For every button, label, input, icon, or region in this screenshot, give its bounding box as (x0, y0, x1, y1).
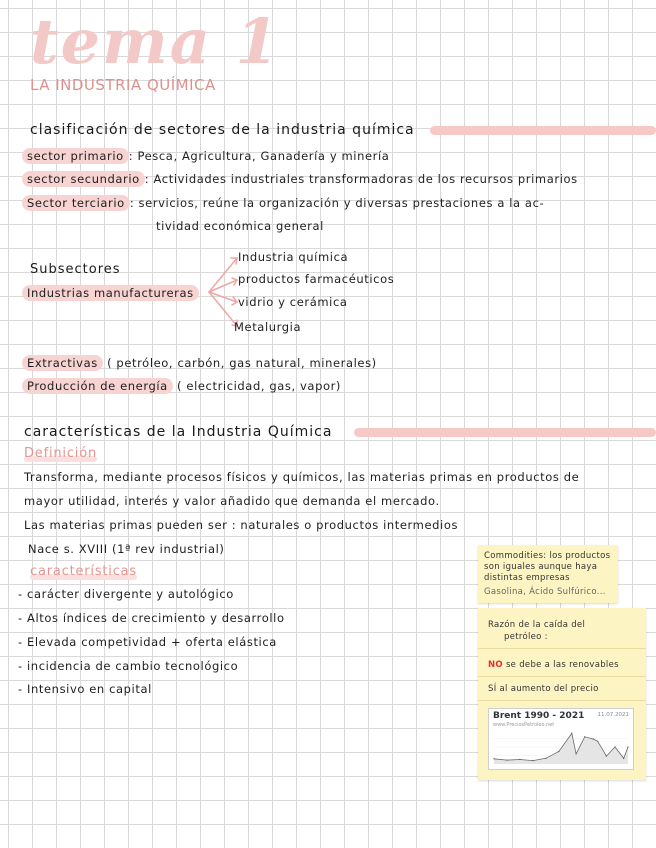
sector-row-primary (22, 149, 389, 163)
brent-chart-card (488, 708, 634, 770)
chart-point (545, 758, 546, 759)
raw-materials-line: Las materias primas pueden ser : naturales o productos intermedios (24, 518, 459, 532)
branch-item: Industria química (238, 250, 349, 264)
sector-text: : Actividades industriales transformadoras de los recursos primarios (144, 172, 578, 186)
bullet-dash-icon: - (18, 682, 28, 696)
definition-label: Definición (24, 446, 97, 461)
bullet-dash-icon: - (18, 635, 28, 649)
chart-point (506, 760, 507, 761)
note-si-line (488, 684, 599, 695)
chart-point (532, 760, 533, 761)
note-line: distintas empresas (484, 573, 570, 583)
si-word: SÍ (488, 684, 497, 694)
energy-row (22, 379, 341, 393)
chart-point (558, 751, 559, 752)
bullet-dash-icon: - (18, 611, 28, 625)
chart-point (627, 746, 628, 747)
note-line: son iguales aunque haya (484, 562, 598, 572)
bullet-dash-icon: - (18, 659, 28, 673)
sector-tertiary-continuation: tividad económica general (156, 219, 324, 233)
list-item: - Intensivo en capital (18, 682, 152, 696)
chart-title: Brent 1990 - 2021 (493, 711, 585, 721)
branch-item: productos farmacéuticos (238, 272, 395, 286)
title-underline-bar (430, 126, 656, 135)
title-underline-bar (354, 428, 656, 437)
branch-item: vidrio y cerámica (238, 295, 348, 309)
branch-item: Metalurgia (234, 320, 302, 334)
subsectors-title: Subsectores (30, 262, 121, 277)
sector-label: sector primario (22, 148, 129, 164)
manufacturing-label: Industrias manufactureras (22, 285, 199, 301)
sector-row-tertiary (22, 196, 544, 210)
note-title-line: petróleo : (504, 632, 548, 642)
sector-text: : servicios, reúne la organización y diversas prestaciones a la ac- (129, 196, 545, 210)
note-no-line (488, 660, 619, 671)
chart-source: www.PreciosPetroleo.net (493, 722, 555, 728)
extractive-label: Extractivas (22, 355, 103, 371)
chart-point (519, 759, 520, 760)
energy-label: Producción de energía (22, 378, 173, 394)
characteristics-list-label: características (30, 564, 137, 579)
page-big-title: tema 1 (30, 5, 281, 78)
no-word: NO (488, 660, 503, 670)
definition-line: Transforma, mediante procesos físicos y químicos, las materias primas en productos de (24, 470, 580, 484)
page-subtitle: LA INDUSTRIA QUÍMICA (30, 76, 216, 94)
characteristics-title: características de la Industria Química (24, 424, 333, 440)
chart-point (614, 746, 615, 747)
sticky-note-oil (478, 608, 646, 780)
brent-chart (491, 727, 631, 767)
chart-point (493, 758, 494, 759)
sector-label: Sector terciario (22, 195, 130, 211)
chart-point (597, 741, 598, 742)
definition-line: mayor utilidad, interés y valor añadido que demanda el mercado. (24, 494, 440, 508)
note-example: Gasolina, Ácido Sulfúrico... (484, 587, 606, 597)
chart-point (606, 755, 607, 756)
origin-line: Nace s. XVIII (1ª rev industrial) (28, 542, 225, 556)
list-item: - Altos índices de crecimiento y desarrollo (18, 611, 285, 625)
list-item: - Elevada competividad + oferta elástica (18, 635, 277, 649)
chart-point (593, 738, 594, 739)
sector-row-secondary (22, 172, 578, 186)
list-item: - incidencia de cambio tecnológico (18, 659, 239, 673)
manufacturing-label-wrap (22, 286, 199, 300)
sector-text: : Pesca, Agricultura, Ganadería y minería (128, 149, 390, 163)
chart-point (623, 758, 624, 759)
note-title-line: Razón de la caída del (488, 620, 586, 630)
chart-date: 11.07.2021 (597, 712, 629, 718)
sector-label: sector secundario (22, 171, 145, 187)
chart-point (571, 733, 572, 734)
chart-point (584, 736, 585, 737)
no-text: se debe a las renovables (502, 660, 619, 670)
classification-title: clasificación de sectores de la industria química (30, 122, 415, 138)
bullet-dash-icon: - (18, 587, 28, 601)
energy-text: ( electricidad, gas, vapor) (172, 379, 342, 393)
note-line: Commodities: los productos (484, 551, 611, 561)
chart-point (576, 753, 577, 754)
extractive-row (22, 356, 377, 370)
sticky-note-commodities (478, 545, 618, 603)
si-text: al aumento del precio (496, 684, 599, 694)
extractive-text: ( petróleo, carbón, gas natural, minerales) (102, 356, 377, 370)
list-item: - carácter divergente y autológico (18, 587, 234, 601)
